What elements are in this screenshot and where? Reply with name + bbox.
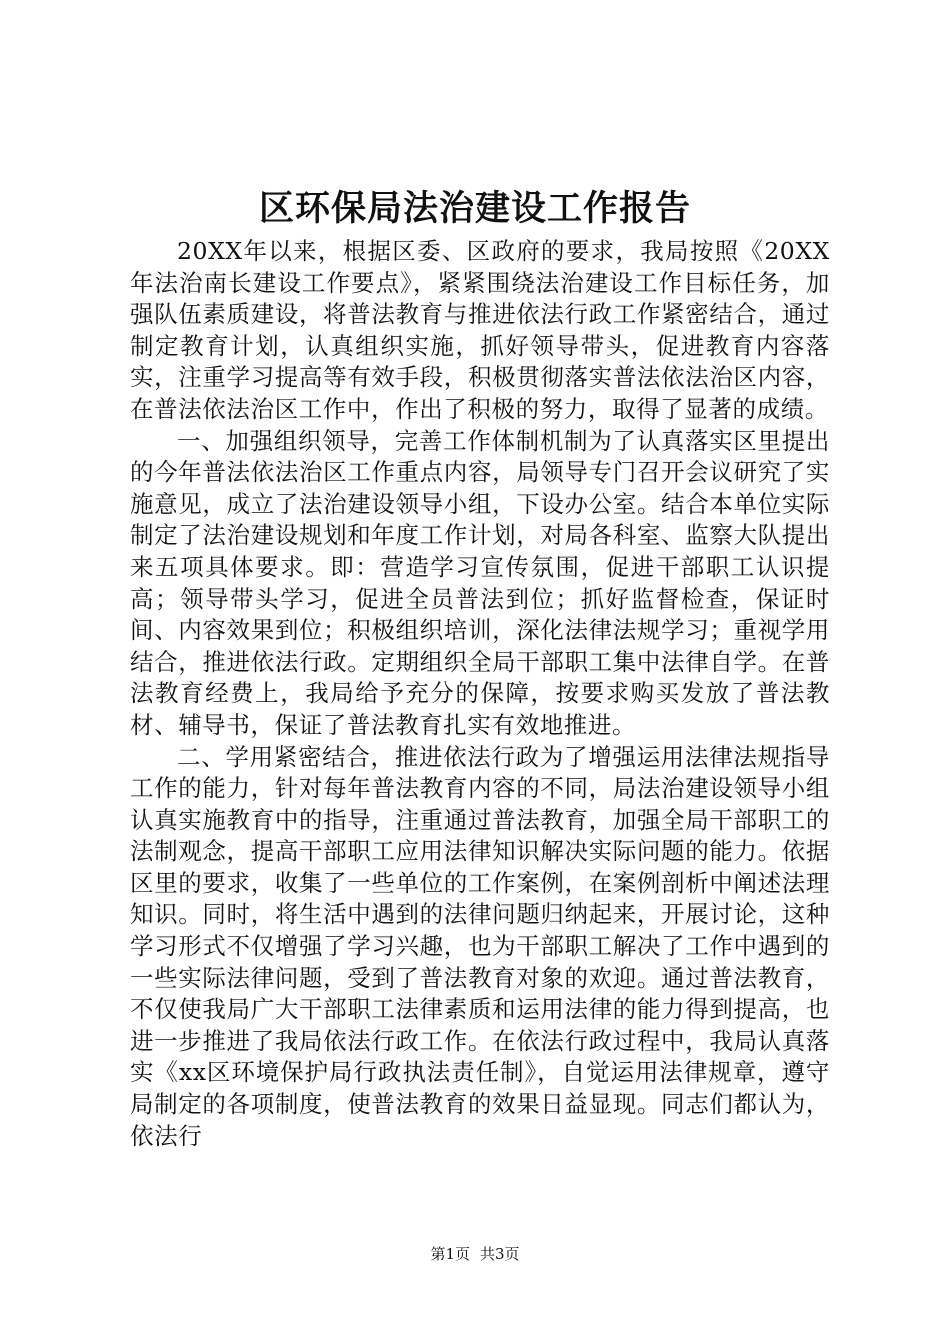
paragraph-section-1: 一、加强组织领导，完善工作体制机制为了认真落实区里提出的今年普法依法治区工作重点内容，局领导专门召开会议研究了实施意见，成立了法治建设领导小组，下设办公室。结合本单位实际制定了法治建设规划和年度工作计划，对局各科室、监察大队提出来五项具体要求。即：营造学习宣传氛围，促进干部职工认识提高；领导带头学习，促进全员普法到位；抓好监督检查，保证时间、内容效果到位；积极组织培训，深化法律法规学习；重视学用结合，推进依法行政。定期组织全局干部职工集中法律自学。在普法教育经费上，我局给予充分的保障，按要求购买发放了普法教材、辅导书，保证了普法教育扎实有效地推进。: [130, 426, 830, 739]
document-title: 区环保局法治建设工作报告: [258, 188, 691, 229]
paragraph-intro: 20XX年以来，根据区委、区政府的要求，我局按照《20XX年法治南长建设工作要点》，紧紧围绕法治建设工作目标任务，加强队伍素质建设，将普法教育与推进依法行政工作紧密结合，通过制定教育计划，认真组织实施，抓好领导带头，促进教育内容落实，注重学习提高等有效手段，积极贯彻落实普法依法治区内容，在普法依法治区工作中，作出了积极的努力，取得了显著的成绩。: [130, 237, 830, 423]
page-number: 第1页: [430, 1245, 470, 1263]
page-total: 共3页: [480, 1245, 520, 1263]
page-footer: [0, 1244, 950, 1264]
document-body: [130, 236, 830, 1152]
paragraph-section-2: 二、学用紧密结合，推进依法行政为了增强运用法律法规指导工作的能力，针对每年普法教育内容的不同，局法治建设领导小组认真实施教育中的指导，注重通过普法教育，加强全局干部职工的法制观念，提高干部职工应用法律知识解决实际问题的能力。依据区里的要求，收集了一些单位的工作案例，在案例剖析中阐述法理知识。同时，将生活中遇到的法律问题归纳起来，开展讨论，这种学习形式不仅增强了学习兴趣，也为干部职工解决了工作中遇到的一些实际法律问题，受到了普法教育对象的欢迎。通过普法教育，不仅使我局广大干部职工法律素质和运用法律的能力得到提高，也进一步推进了我局依法行政工作。在依法行政过程中，我局认真落实《xx区环境保护局行政执法责任制》，自觉运用法律规章，遵守局制定的各项制度，使普法教育的效果日益显现。同志们都认为，依法行: [130, 742, 830, 1150]
